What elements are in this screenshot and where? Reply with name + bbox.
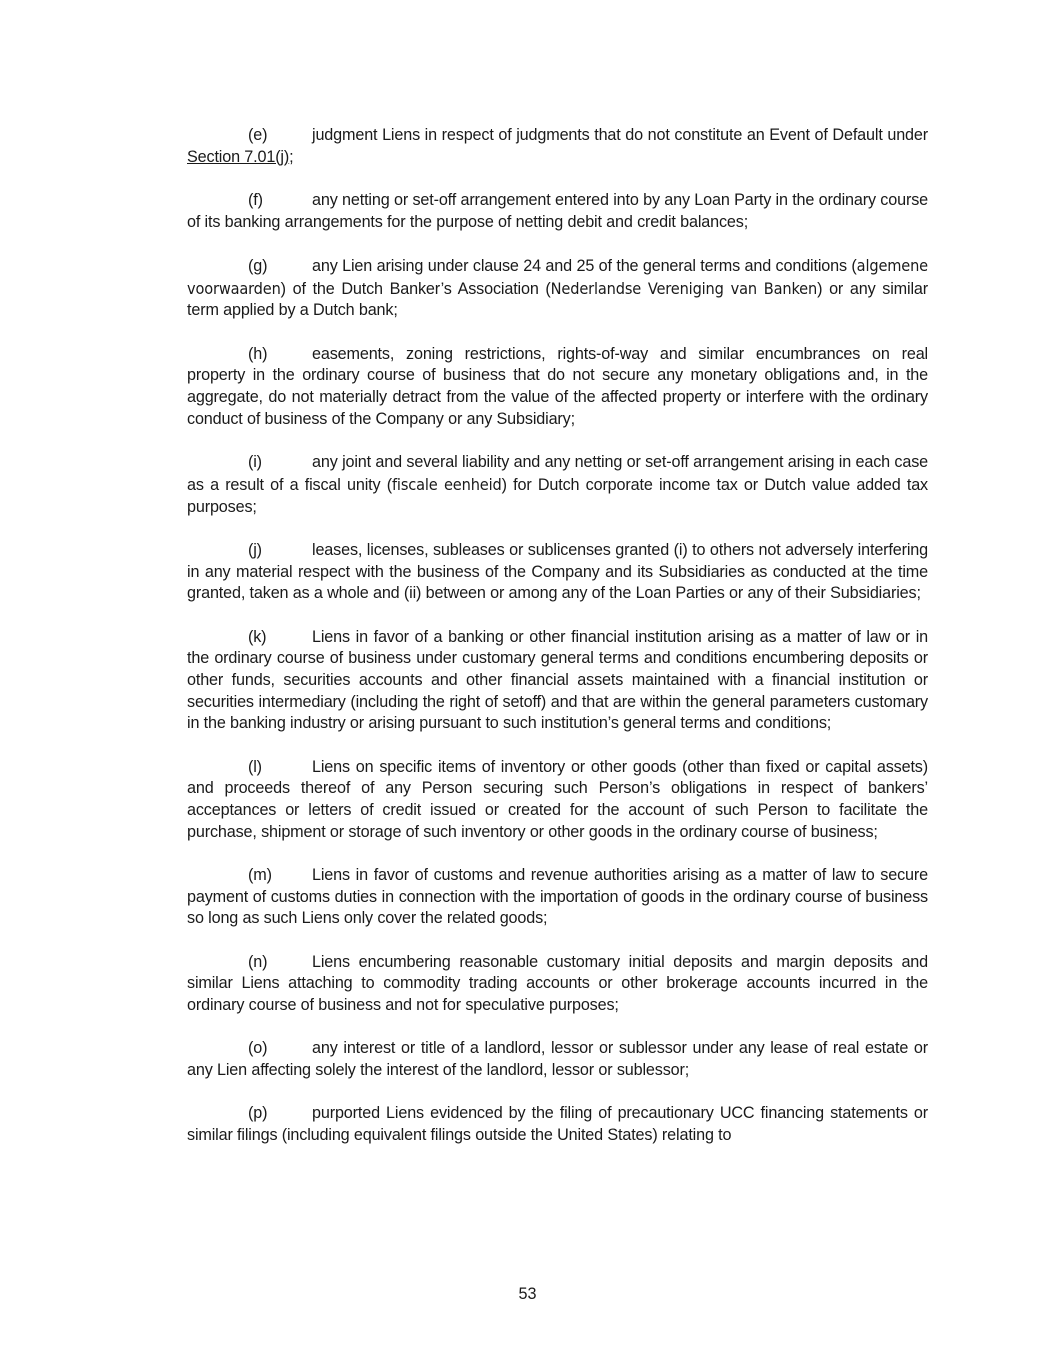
clause-text: judgment Liens in respect of judgments that do not constitute an Event of Default under [312,126,928,144]
clause-text: any joint and several liability and any netting or set-off arrangement arising in each case as a result of a fiscal unity ( [187,453,928,494]
clause-label: (l) [248,757,262,776]
clause-label: (i) [248,453,262,472]
clause-label: (j) [248,540,262,559]
clause-text: purported Liens evidenced by the filing of precautionary UCC financing statements or similar filings (including equivalent filings outside the United States) relating to [187,1104,928,1145]
clause-label: (o) [248,1039,268,1058]
paragraph-e [187,125,928,168]
paragraph-l [187,757,928,844]
dutch-term: fiscale eenheid [391,474,502,494]
clause-text: ; [289,147,294,166]
clause-text: ) for Dutch corporate income tax or Dutch value added tax purposes; [187,475,928,516]
section-reference-link[interactable]: Section 7.01(j) [187,147,290,166]
clause-text: easements, zoning restrictions, rights-of-way and similar encumbrances on real property in the ordinary course of business that do not secure any monetary obligations and, in the aggregate, do not materially detract from the value of the affected property or interfere with the ordinary conduct of business of the Company or any Subsidiary; [187,344,928,428]
paragraph-p [187,1103,928,1146]
paragraph-g [187,255,928,322]
clause-label: (p) [248,1104,268,1123]
paragraph-i [187,452,928,518]
clause-text: ) or any similar term applied by a Dutch bank; [187,279,928,320]
clause-text: any interest or title of a landlord, lessor or sublessor under any lease of real estate or any Lien affecting solely the interest of the landlord, lessor or sublessor; [187,1039,928,1080]
paragraph-n [187,952,928,1017]
clause-label: (e) [248,126,268,144]
clause-label: (g) [248,257,268,275]
clause-text: Liens on specific items of inventory or other goods (other than fixed or capital assets) and proceeds thereof of any Person securing such Person’s obligations in respect of bankers’ acceptances or letters of credit issued or created for the account of such Person to facilitate the purchase, shipment or storage of such inventory or other goods in the ordinary course of business; [187,757,928,841]
dutch-term: Nederlandse Vereniging van Banken [550,278,818,298]
dutch-term: algemene voorwaarden [187,256,928,298]
clause-text: ) of the Dutch Banker’s Association ( [280,279,551,298]
paragraph-m [187,865,928,930]
clause-label: (k) [248,627,267,646]
clause-text: any Lien arising under clause 24 and 25 of the general terms and conditions ( [312,257,857,275]
clause-label: (n) [248,952,268,971]
document-body [187,125,928,1168]
clause-text: Liens in favor of customs and revenue authorities arising as a matter of law to secure payment of customs duties in connection with the importation of goods in the ordinary course of business so long as such Liens only cover the related goods; [187,866,928,928]
clause-text: Liens in favor of a banking or other financial institution arising as a matter of law or in the ordinary course of business under customary general terms and conditions encumbering deposits or other funds, securities accounts and other financial assets maintained with a financial institution or securities intermediary (including the right of setoff) and that are within the general parameters customary in the banking industry or arising pursuant to such institution’s general terms and conditions; [187,627,928,733]
clause-text: leases, licenses, subleases or sublicenses granted (i) to others not adversely interfering in any material respect with the business of the Company and its Subsidiaries as conducted at the time granted, taken as a whole and (ii) between or among any of the Loan Parties or any of their Subsidiaries; [187,540,928,603]
paragraph-k [187,627,928,736]
page-number: 53 [518,1285,537,1303]
paragraph-o [187,1038,928,1081]
paragraph-h [187,344,928,431]
paragraph-j [187,540,928,605]
clause-label: (f) [248,191,263,209]
clause-text: any netting or set-off arrangement entered into by any Loan Party in the ordinary course of its banking arrangements for the purpose of netting debit and credit balances; [187,191,928,231]
clause-label: (m) [248,866,272,885]
clause-label: (h) [248,344,268,363]
clause-text: Liens encumbering reasonable customary initial deposits and margin deposits and similar Liens attaching to commodity trading accounts or other brokerage accounts incurred in the ordinary course of business and not for speculative purposes; [187,952,928,1015]
paragraph-f [187,190,928,233]
